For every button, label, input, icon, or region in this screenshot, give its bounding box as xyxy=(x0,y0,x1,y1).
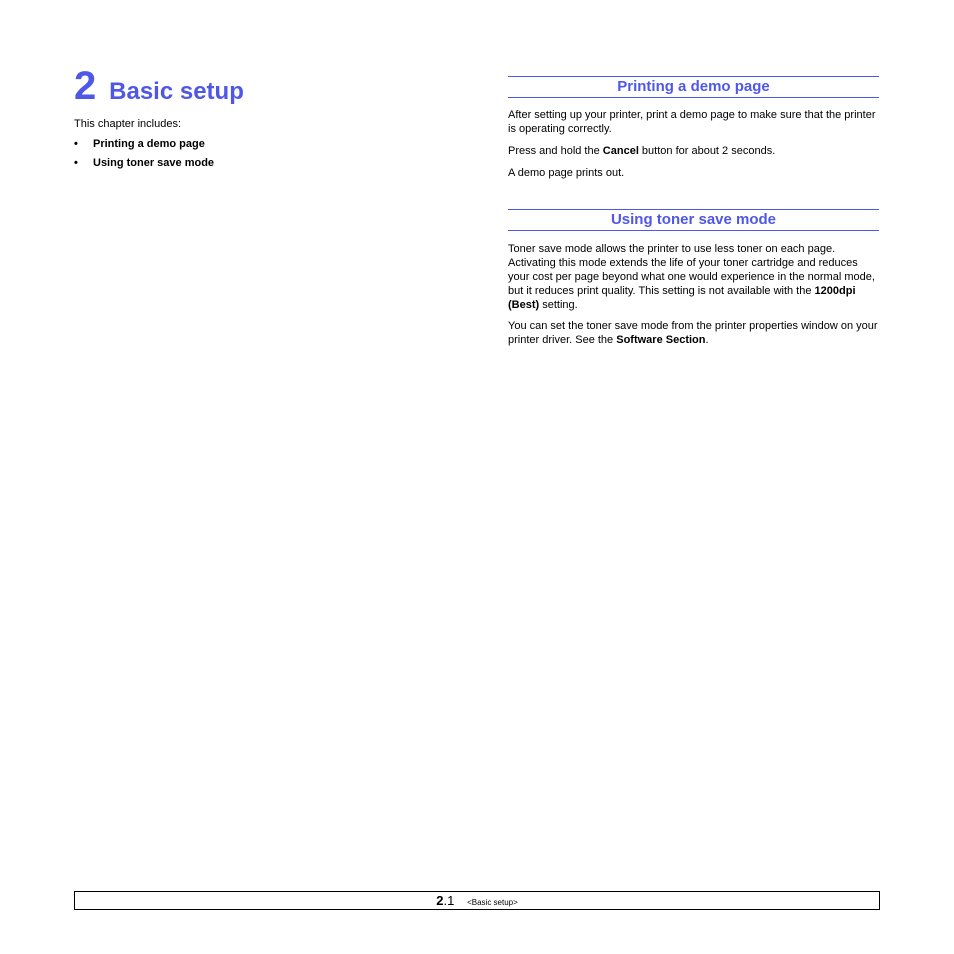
bullet: • xyxy=(74,157,78,169)
bullet: • xyxy=(74,138,78,150)
text: . xyxy=(705,334,709,346)
paragraph: After setting up your printer, print a demo page to make sure that the printer is operating correctly. xyxy=(508,109,876,135)
bold-term: Software Section xyxy=(616,334,706,346)
list-item xyxy=(74,137,454,151)
footer-chapter-label: <Basic setup> xyxy=(467,898,518,907)
list-item-label: Printing a demo page xyxy=(93,138,205,150)
page-chapter: 2 xyxy=(436,893,444,908)
section-demo-page xyxy=(508,76,879,180)
paragraph: A demo page prints out. xyxy=(508,167,625,179)
intro-text: This chapter includes: xyxy=(74,118,181,130)
paragraph xyxy=(508,319,879,347)
text: Press and hold the xyxy=(508,145,603,157)
section-toner-save xyxy=(508,209,879,347)
text: setting. xyxy=(539,299,578,311)
section-heading: Using toner save mode xyxy=(508,209,879,231)
chapter-intro xyxy=(74,117,454,175)
bold-term: 1200dpi (Best) xyxy=(508,285,856,311)
list-item xyxy=(74,156,454,170)
chapter-contents-list xyxy=(74,137,454,170)
page-index: .1 xyxy=(443,893,455,908)
text: Toner save mode allows the printer to use less toner on each page. Activating this mode extends the life of your toner cartridge and reduces your cost per page beyond what one would experience in the normal mode, but it reduces print quality. This setting is not available with the xyxy=(508,243,875,297)
chapter-number: 2 xyxy=(74,64,97,108)
page-footer xyxy=(74,891,880,910)
page-number xyxy=(436,893,454,908)
paragraph xyxy=(508,242,879,312)
paragraph xyxy=(508,144,879,158)
text: button for about 2 seconds. xyxy=(638,145,776,157)
bold-term: Cancel xyxy=(602,145,639,157)
chapter-name: Basic setup xyxy=(109,78,244,105)
text: You can set the toner save mode from the printer properties window on your printer driver. See the xyxy=(508,320,878,346)
list-item-label: Using toner save mode xyxy=(93,157,215,169)
chapter-title xyxy=(74,66,244,107)
section-heading: Printing a demo page xyxy=(508,76,879,98)
